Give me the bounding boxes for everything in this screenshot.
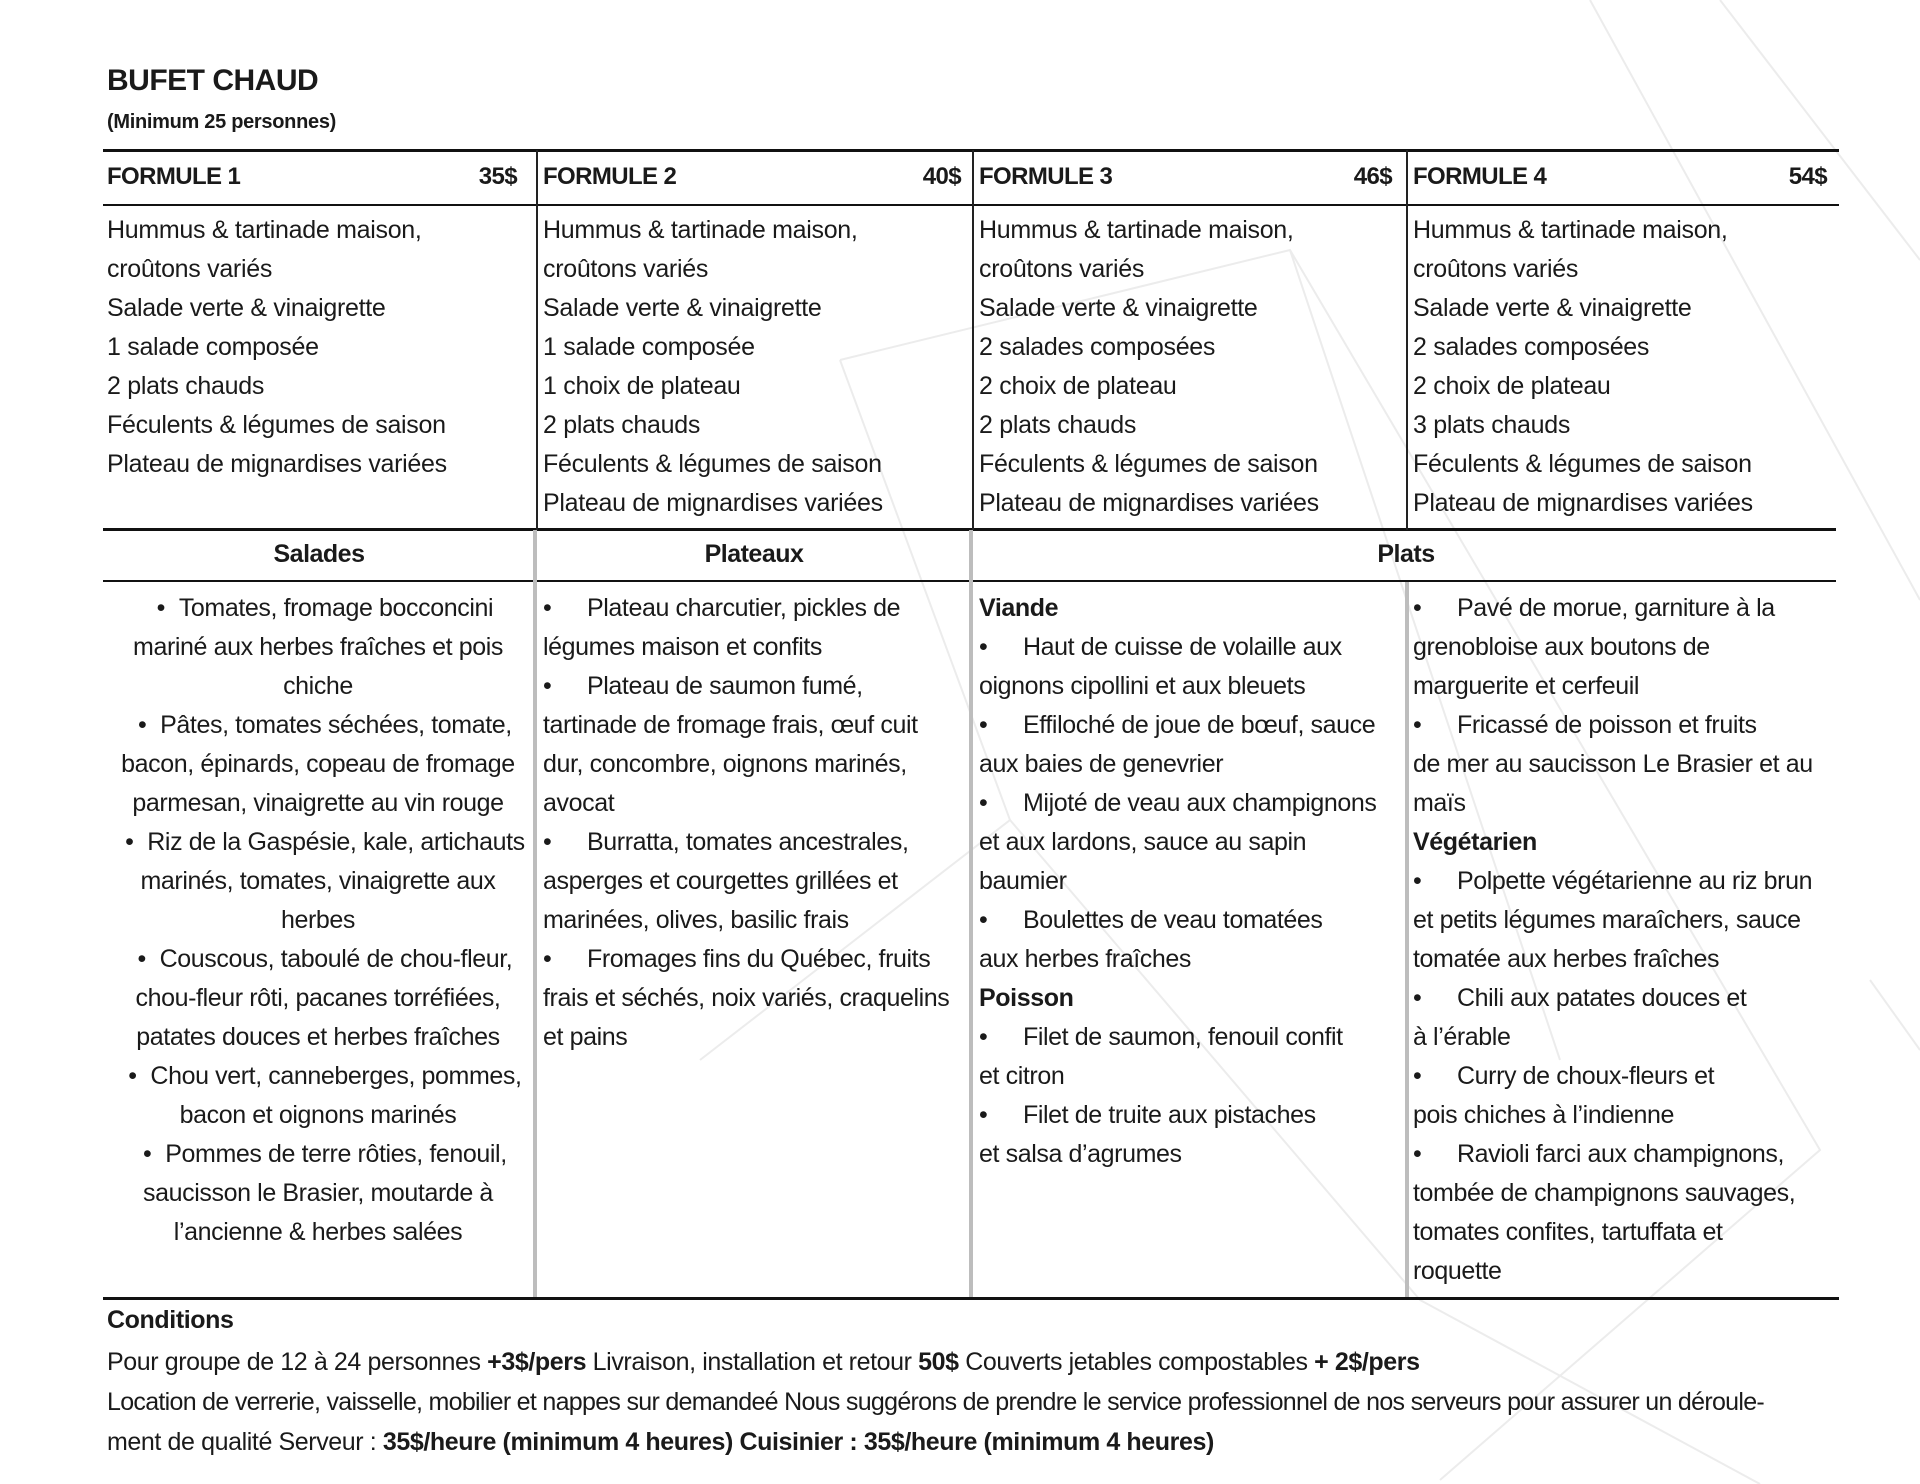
formula-name: FORMULE 4 <box>1413 163 1547 190</box>
list-item: • Pommes de terre rôties, fenouil, saucisson le Brasier, moutarde à l’ancienne & herbes salées <box>108 1135 528 1252</box>
list-item: • Ravioli farci aux champignons, tombée de champignons sauvages, tomates confites, tartuffata et roquette <box>1413 1135 1838 1291</box>
formula-item: Hummus & tartinade maison, <box>979 216 1294 244</box>
bullet-icon: • <box>979 711 988 739</box>
formula-item: 2 plats chauds <box>543 411 701 439</box>
bullet-icon: • <box>125 828 134 856</box>
formula-item: Hummus & tartinade maison, <box>543 216 858 244</box>
formula-item: 2 plats chauds <box>979 411 1137 439</box>
column-divider-3 <box>1406 150 1408 530</box>
list-item: • Curry de choux-fleurs et pois chiches à l’indienne <box>1413 1057 1838 1135</box>
bullet-icon: • <box>543 945 552 973</box>
bullet-icon: • <box>543 594 552 622</box>
list-item: • Chou vert, canneberges, pommes, bacon et oignons marinés <box>108 1057 528 1135</box>
formula-item: croûtons variés <box>979 255 1145 283</box>
page-title: BUFET CHAUD <box>107 64 319 97</box>
column-divider-2 <box>972 150 974 530</box>
formula-header-3 <box>979 150 1392 204</box>
formula-item: 1 salade composée <box>543 333 755 361</box>
list-item: • Boulettes de veau tomatées aux herbes fraîches <box>979 901 1399 979</box>
bullet-icon: • <box>1413 1140 1422 1168</box>
bullet-icon: • <box>979 1101 988 1129</box>
column-divider-4 <box>533 530 537 1297</box>
formula-header-4 <box>1413 150 1827 204</box>
formula-item: 3 plats chauds <box>1413 411 1571 439</box>
formula-name: FORMULE 1 <box>107 163 241 190</box>
plats-list-right <box>1413 589 1838 1291</box>
formula-price: 54$ <box>1788 163 1827 190</box>
column-divider-5 <box>969 530 973 1297</box>
bullet-icon: • <box>979 633 988 661</box>
header-bottom-rule <box>103 204 1839 206</box>
formula-name: FORMULE 2 <box>543 163 677 190</box>
formula-item: 2 choix de plateau <box>979 372 1177 400</box>
list-item: • Fromages fins du Québec, fruits frais et séchés, noix variés, craquelins et pains <box>543 940 963 1057</box>
conditions-line-2: Location de verrerie, vaisselle, mobilier et nappes sur demandeé Nous suggérons de prendre le service professionnel de nos serveurs pour assurer un déroule- <box>107 1388 1765 1416</box>
formula-item: croûtons variés <box>1413 255 1579 283</box>
column-divider-1 <box>536 150 538 530</box>
formula-items-3 <box>979 211 1319 523</box>
formula-item: Plateau de mignardises variées <box>1413 489 1753 517</box>
formula-items-4 <box>1413 211 1753 523</box>
bullet-icon: • <box>128 1062 137 1090</box>
section-header-plats: Plats <box>1377 539 1435 568</box>
list-item: • Mijoté de veau aux champignons et aux lardons, sauce au sapin baumier <box>979 784 1399 901</box>
bullet-icon: • <box>1413 867 1422 895</box>
bullet-icon: • <box>137 945 146 973</box>
formula-items-1 <box>107 211 447 484</box>
bullet-icon: • <box>1413 711 1422 739</box>
conditions-line-1: Pour groupe de 12 à 24 personnes +3$/pers Livraison, installation et retour 50$ Couverts jetables compostables + 2$/pers <box>107 1348 1420 1376</box>
list-item: • Pâtes, tomates séchées, tomate, bacon, épinards, copeau de fromage parmesan, vinaigrette au vin rouge <box>108 706 528 823</box>
formula-item: 1 salade composée <box>107 333 319 361</box>
page-subtitle: (Minimum 25 personnes) <box>107 111 336 133</box>
formula-header-2 <box>543 150 961 204</box>
list-item: • Filet de saumon, fenouil confit et citron <box>979 1018 1399 1096</box>
formula-item: Hummus & tartinade maison, <box>1413 216 1728 244</box>
category-label-poisson: Poisson <box>979 984 1074 1012</box>
bullet-icon: • <box>979 906 988 934</box>
formula-price: 35$ <box>478 163 517 190</box>
bullet-icon: • <box>979 1023 988 1051</box>
list-item: • Effiloché de joue de bœuf, sauce aux baies de genevrier <box>979 706 1399 784</box>
formula-item: Féculents & légumes de saison <box>107 411 446 439</box>
formula-item: Féculents & légumes de saison <box>543 450 882 478</box>
formula-item: Féculents & légumes de saison <box>1413 450 1752 478</box>
category-label-viande: Viande <box>979 594 1059 622</box>
bullet-icon: • <box>1413 1062 1422 1090</box>
list-item: • Tomates, fromage bocconcini mariné aux herbes fraîches et pois chiche <box>108 589 528 706</box>
list-item: • Pavé de morue, garniture à la grenobloise aux boutons de marguerite et cerfeuil <box>1413 589 1838 706</box>
formula-item: Salade verte & vinaigrette <box>979 294 1258 322</box>
formula-item: 2 choix de plateau <box>1413 372 1611 400</box>
formula-name: FORMULE 3 <box>979 163 1113 190</box>
formula-item: Plateau de mignardises variées <box>543 489 883 517</box>
formula-item: 2 salades composées <box>1413 333 1650 361</box>
conditions-line-3: ment de qualité Serveur : 35$/heure (minimum 4 heures) Cuisinier : 35$/heure (minimum 4 heures) <box>107 1428 1214 1456</box>
bullet-icon: • <box>979 789 988 817</box>
formula-item: Hummus & tartinade maison, <box>107 216 422 244</box>
formula-item: Plateau de mignardises variées <box>107 450 447 478</box>
formula-price: 46$ <box>1353 163 1392 190</box>
list-item: • Filet de truite aux pistaches et salsa d’agrumes <box>979 1096 1399 1174</box>
list-item: • Plateau charcutier, pickles de légumes maison et confits <box>543 589 963 667</box>
plateaux-list <box>543 589 963 1057</box>
formula-item: Salade verte & vinaigrette <box>1413 294 1692 322</box>
section-header-plateaux: Plateaux <box>704 539 804 568</box>
list-item: • Chili aux patates douces et à l’érable <box>1413 979 1838 1057</box>
formula-item: Salade verte & vinaigrette <box>107 294 386 322</box>
bullet-icon: • <box>543 672 552 700</box>
column-divider-6 <box>1405 582 1409 1297</box>
bullet-icon: • <box>1413 984 1422 1012</box>
bullet-icon: • <box>1413 594 1422 622</box>
list-item: • Plateau de saumon fumé, tartinade de fromage frais, œuf cuit dur, concombre, oignons marinés, avocat <box>543 667 963 823</box>
table-bottom-rule <box>103 1297 1839 1300</box>
formula-item: Salade verte & vinaigrette <box>543 294 822 322</box>
bullet-icon: • <box>543 828 552 856</box>
formula-item: Féculents & légumes de saison <box>979 450 1318 478</box>
formula-item: croûtons variés <box>107 255 273 283</box>
list-item: • Polpette végétarienne au riz brun et petits légumes maraîchers, sauce tomatée aux herbes fraîches <box>1413 862 1838 979</box>
category-label-vegetarien: Végétarien <box>1413 828 1537 856</box>
list-item: • Burratta, tomates ancestrales, asperges et courgettes grillées et marinées, olives, basilic frais <box>543 823 963 940</box>
plats-list-left <box>979 589 1399 1174</box>
list-item: • Fricassé de poisson et fruits de mer au saucisson Le Brasier et au maïs <box>1413 706 1838 823</box>
list-item: • Couscous, taboulé de chou-fleur, chou-fleur rôti, pacanes torréfiées, patates douces et herbes fraîches <box>108 940 528 1057</box>
bullet-icon: • <box>156 594 165 622</box>
list-item: • Riz de la Gaspésie, kale, artichauts marinés, tomates, vinaigrette aux herbes <box>108 823 528 940</box>
section-header-salades: Salades <box>273 539 365 568</box>
formula-item: 1 choix de plateau <box>543 372 741 400</box>
bullet-icon: • <box>143 1140 152 1168</box>
formula-item: Plateau de mignardises variées <box>979 489 1319 517</box>
bullet-icon: • <box>137 711 147 739</box>
formula-header-1 <box>107 150 517 204</box>
formula-item: croûtons variés <box>543 255 709 283</box>
formula-item: 2 salades composées <box>979 333 1216 361</box>
formula-price: 40$ <box>922 163 961 190</box>
formula-items-2 <box>543 211 883 523</box>
salades-list <box>108 589 528 1252</box>
formula-item: 2 plats chauds <box>107 372 265 400</box>
list-item: • Haut de cuisse de volaille aux oignons cipollini et aux bleuets <box>979 628 1399 706</box>
conditions-title: Conditions <box>107 1306 234 1334</box>
